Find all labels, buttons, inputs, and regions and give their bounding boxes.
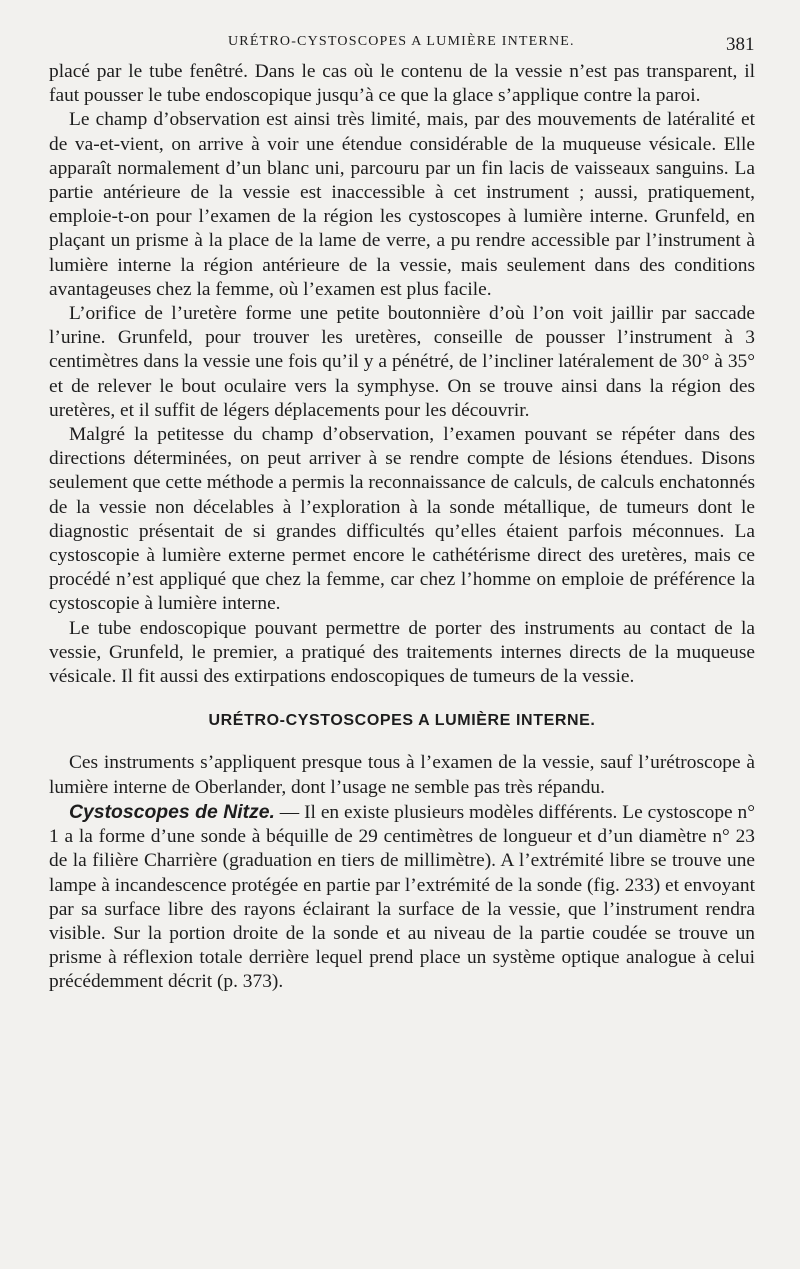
paragraph: Le champ d’observation est ainsi très limité, mais, par des mouvements de latéralité et de va-et-vient, on arrive à voir une étendue considérable de la muqueuse vésicale. Elle apparaît normalement d’un blanc uni, parcouru par un fin lacis de vaisseaux sanguins. La partie antérieure de la vessie est inaccessible à cet instrument ; aussi, pratiquement, emploie-t-on pour l’examen de la région les cystoscopes à lumière interne. Grunfeld, en plaçant un prisme à la place de la lame de verre, a pu rendre accessible par l’instrument à lumière interne la région antérieure de la vessie, mais seulement dans des conditions avantageuses chez la femme, où l’examen est plus facile. — [49, 109, 755, 300]
lead-title: Cystoscopes de Nitze. — [69, 800, 275, 823]
body-text — [49, 60, 755, 995]
paragraph: L’orifice de l’uretère forme une petite boutonnière d’où l’on voit jaillir par saccade l’urine. Grunfeld, pour trouver les uretères, conseille de pousser l’instrument à 3 centimètres dans la vessie une fois qu’il y a pénétré, de l’incliner latéralement de 30° à 35° et de relever le bout oculaire vers la symphyse. On se trouve ainsi dans la région des uretères, et il suffit de légers déplacements pour les découvrir. — [49, 303, 755, 421]
running-header — [0, 30, 800, 54]
section-heading: URÉTRO-CYSTOSCOPES A LUMIÈRE INTERNE. — [208, 712, 596, 730]
running-title: URÉTRO-CYSTOSCOPES A LUMIÈRE INTERNE. — [228, 34, 575, 49]
section-intro: Ces instruments s’appliquent presque tous à l’examen de la vessie, sauf l’urétroscope à lumière interne de Oberlander, dont l’usage ne semble pas très répandu. — [49, 752, 755, 798]
lead-text: — Il en existe plusieurs modèles différents. Le cystoscope n° 1 a la forme d’une sonde à béquille de 29 centimètres de longueur et d’un diamètre n° 23 de la filière Charrière (graduation en tiers de millimètre). A l’extrémité libre se trouve une lampe à incandescence protégée en partie par l’extrémité de la sonde (fig. 233) et envoyant par sa surface libre des rayons éclairant la surface de la vessie, que l’instrument rendra visible. Sur la portion droite de la sonde et au niveau de la partie coudée se trouve un prisme à réflexion totale derrière lequel prend place un système optique analogue à celui précédemment décrit (p. 373). — [49, 801, 755, 993]
nitze-paragraph — [49, 800, 755, 995]
paragraph: Le tube endoscopique pouvant permettre de porter des instruments au contact de la vessie, Grunfeld, le premier, a pratiqué des traitements internes directs de la muqueuse vésicale. Il fit aussi des extirpations endoscopiques de tumeurs de la vessie. — [49, 617, 755, 688]
paragraph: Malgré la petitesse du champ d’observation, l’examen pouvant se répéter dans des directions déterminées, on peut arriver à se rendre compte de lésions étendues. Disons seulement que cette méthode a permis la reconnaissance de calculs, de calculs enchatonnés de la vessie non décelables à l’exploration à la sonde métallique, de tumeurs dont le diagnostic présentait de si grandes difficultés qu’elles étaient parfois méconnues. La cystoscopie à lumière externe permet encore le cathétérisme direct des uretères, mais ce procédé n’est appliqué que chez la femme, car chez l’homme on emploie de préférence la cystoscopie à lumière interne. — [49, 424, 755, 615]
paragraph: placé par le tube fenêtré. Dans le cas où le contenu de la vessie n’est pas transparent, il faut pousser le tube endoscopique jusqu’à ce que la glace s’applique contre la paroi. — [49, 61, 755, 107]
page-number: 381 — [726, 34, 755, 55]
